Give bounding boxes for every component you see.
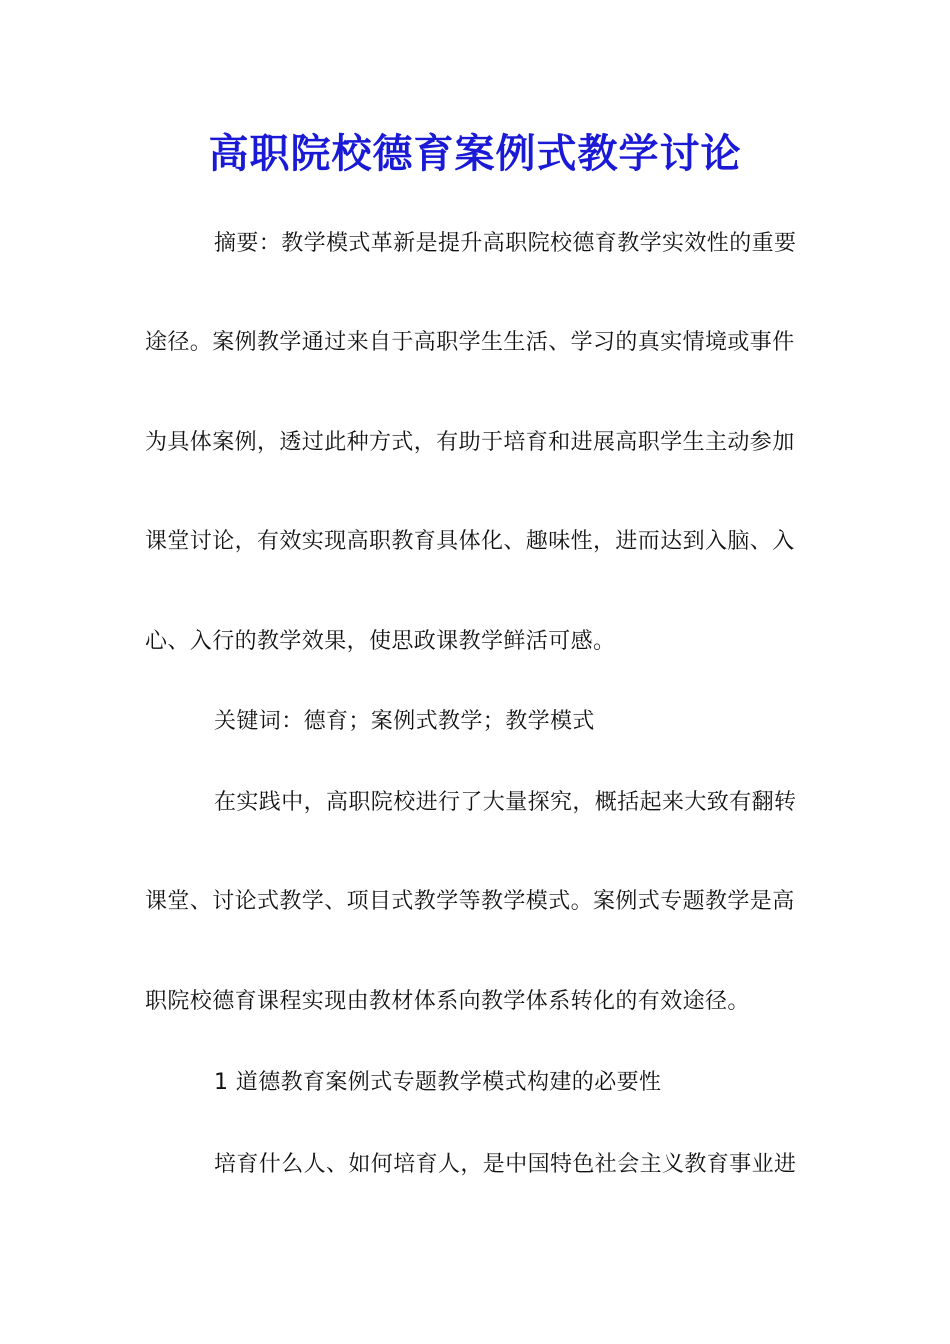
abstract-line-5: 心、入行的教学效果，使思政课教学鲜活可感。 — [145, 629, 616, 654]
body-line-4: 培育什么人、如何培育人，是中国特色社会主义教育事业进 — [214, 1152, 797, 1177]
body-line-2: 课堂、讨论式教学、项目式教学等教学模式。案例式专题教学是高 — [145, 889, 795, 914]
document-title: 高职院校德育案例式教学讨论 — [208, 130, 742, 177]
body-line-3: 职院校德育课程实现由教材体系向教学体系转化的有效途径。 — [145, 989, 750, 1014]
section-heading-1: 1 道德教育案例式专题教学模式构建的必要性 — [214, 1070, 662, 1095]
abstract-line-4: 课堂讨论，有效实现高职教育具体化、趣味性，进而达到入脑、入 — [145, 529, 795, 554]
abstract-line-3: 为具体案例，透过此种方式，有助于培育和进展高职学生主动参加 — [145, 430, 795, 455]
keywords-line: 关键词：德育；案例式教学；教学模式 — [214, 709, 595, 734]
body-line-1: 在实践中，高职院校进行了大量探究，概括起来大致有翻转 — [214, 790, 797, 815]
abstract-line-2: 途径。案例教学通过来自于高职学生生活、学习的真实情境或事件 — [145, 330, 795, 355]
abstract-line-1: 摘要：教学模式革新是提升高职院校德育教学实效性的重要 — [214, 231, 797, 256]
